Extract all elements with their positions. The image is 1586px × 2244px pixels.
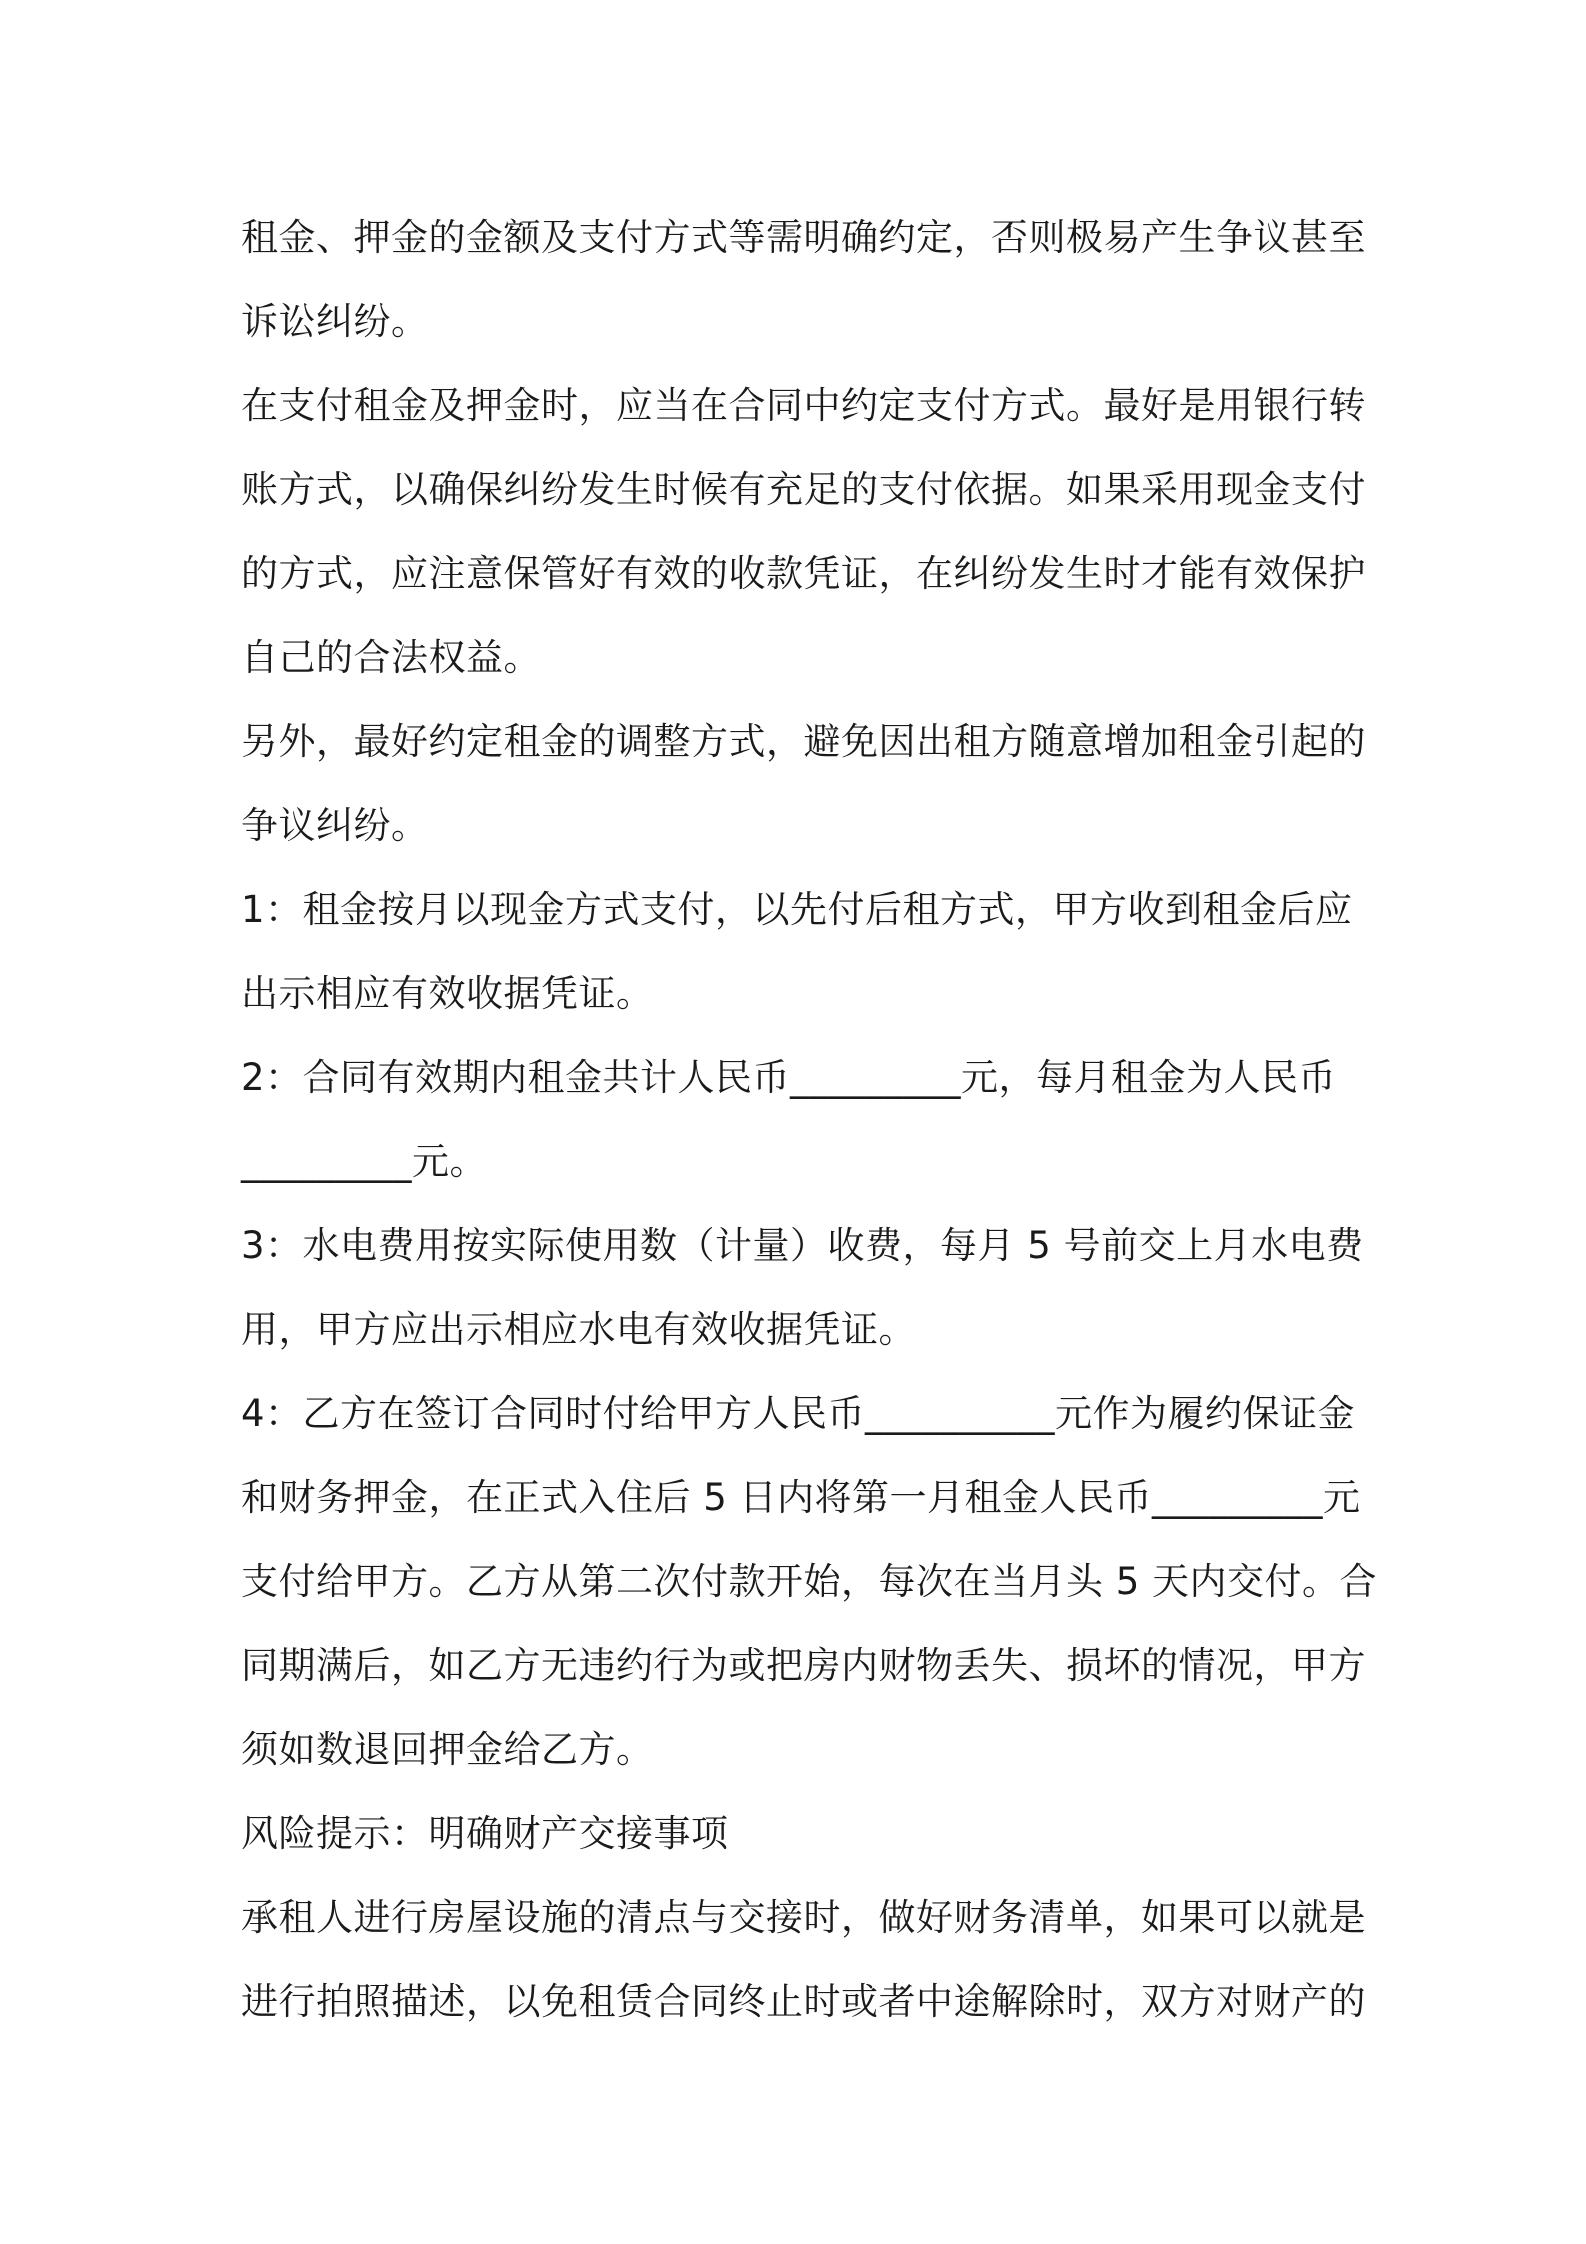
text-line: 出示相应有效收据凭证。	[241, 972, 654, 1015]
text-line: 支付给甲方。乙方从第二次付款开始，每次在当月头 5 天内交付。合	[241, 1560, 1378, 1603]
text-line: 4：乙方在签订合同时付给甲方人民币__________元作为履约保证金	[241, 1392, 1356, 1435]
paragraph-property-handover	[241, 1876, 1366, 2044]
clause-3	[241, 1204, 1364, 1372]
text-line: 进行拍照描述，以免租赁合同终止时或者中途解除时，双方对财产的	[241, 1980, 1366, 2023]
paragraph-deposit-agreement	[241, 196, 1366, 364]
text-line: 同期满后，如乙方无违约行为或把房内财物丢失、损坏的情况，甲方	[241, 1644, 1366, 1687]
text-line: 在支付租金及押金时，应当在合同中约定支付方式。最好是用银行转	[241, 384, 1366, 427]
text-line: 须如数退回押金给乙方。	[241, 1728, 654, 1771]
clause-4	[241, 1372, 1378, 1792]
clause-2	[241, 1036, 1361, 1204]
text-line: 2：合同有效期内租金共计人民币_________元，每月租金为人民币	[241, 1056, 1337, 1099]
text-line: 承租人进行房屋设施的清点与交接时，做好财务清单，如果可以就是	[241, 1896, 1366, 1939]
text-line: 自己的合法权益。	[241, 636, 541, 679]
clause-1	[241, 868, 1361, 1036]
text-line: 诉讼纠纷。	[241, 300, 429, 343]
paragraph-rent-adjustment	[241, 700, 1366, 868]
text-line: 另外，最好约定租金的调整方式，避免因出租方随意增加租金引起的	[241, 720, 1366, 763]
text-line: 3：水电费用按实际使用数（计量）收费，每月 5 号前交上月水电费	[241, 1224, 1364, 1267]
document-body	[241, 196, 1378, 2044]
text-line: 争议纠纷。	[241, 804, 429, 847]
paragraph-payment-method	[241, 364, 1366, 700]
text-line: 的方式，应注意保管好有效的收款凭证，在纠纷发生时才能有效保护	[241, 552, 1366, 595]
text-line: 风险提示：明确财产交接事项	[241, 1812, 729, 1855]
text-line: 和财务押金，在正式入住后 5 日内将第一月租金人民币_________元	[241, 1476, 1361, 1519]
text-line: 账方式，以确保纠纷发生时候有充足的支付依据。如果采用现金支付	[241, 468, 1366, 511]
text-line: 用，甲方应出示相应水电有效收据凭证。	[241, 1308, 916, 1351]
text-line: 1：租金按月以现金方式支付，以先付后租方式，甲方收到租金后应	[241, 888, 1353, 931]
text-line: 租金、押金的金额及支付方式等需明确约定，否则极易产生争议甚至	[241, 216, 1366, 259]
risk-notice-heading	[241, 1792, 1361, 1876]
text-line: _________元。	[241, 1140, 487, 1183]
